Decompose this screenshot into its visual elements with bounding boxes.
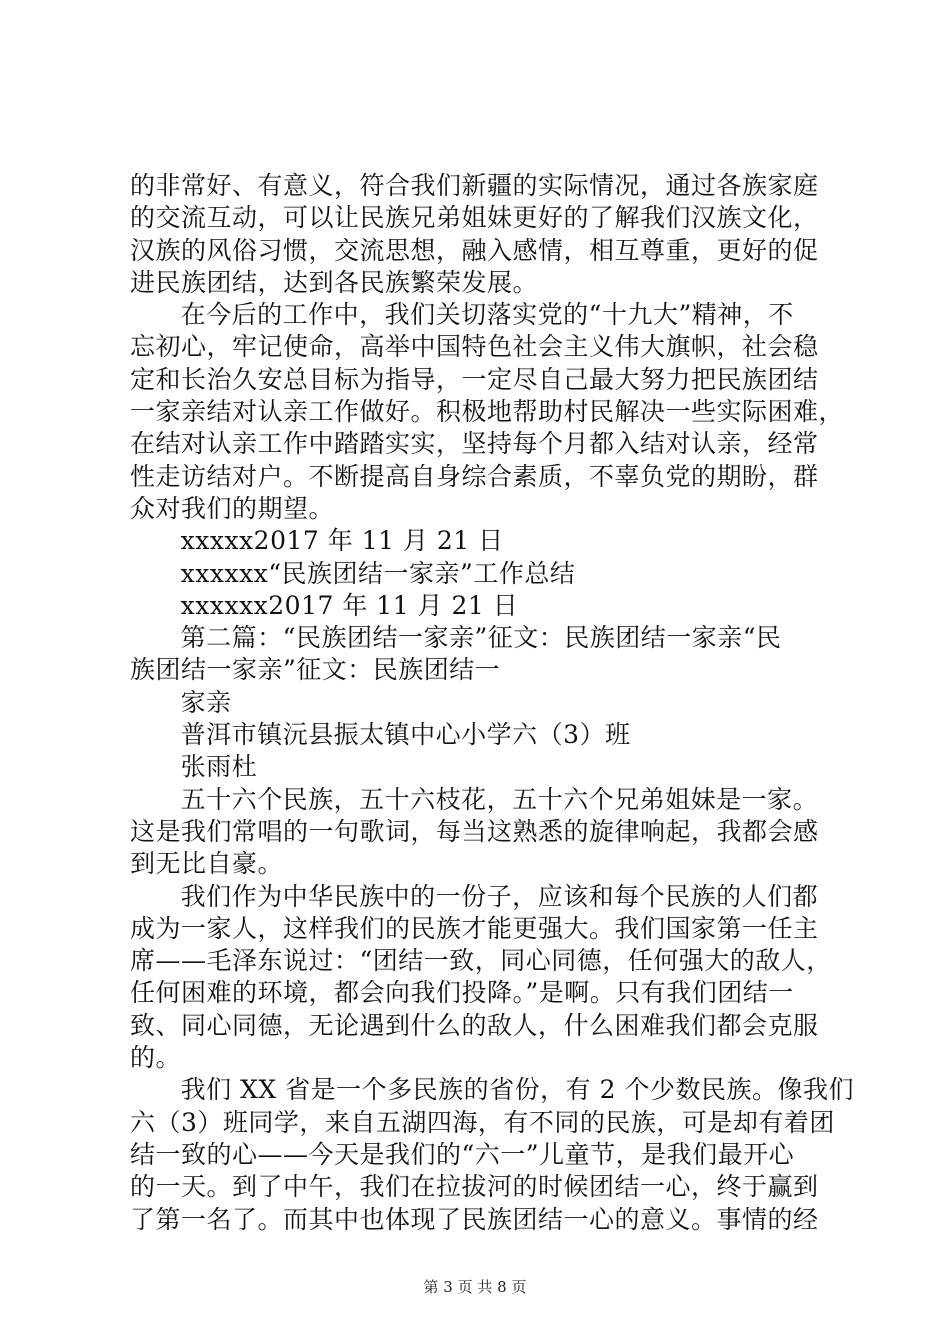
text-line: 席——毛泽东说过：“团结一致，同心同德，任何强大的敌人， [130,946,832,976]
text-line: 任何困难的环境，都会向我们投降。”是啊。只有我们团结一 [130,978,794,1008]
text-line: 在今后的工作中，我们关切落实党的“十九大”精神，不 [130,300,794,330]
text-line: 汉族的风俗习惯，交流思想，融入感情，相互尊重，更好的促 [130,235,819,265]
text-line: 六（3）班同学，来自五湖四海，有不同的民族，可是却有着团 [130,1107,835,1137]
text-line: 结一致的心——今天是我们的“六一”儿童节，是我们最开心 [130,1139,795,1169]
text-line: 致、同心同德，无论遇到什么的敌人，什么困难我们都会克服 [130,1010,819,1040]
page-footer: 第 3 页 共 8 页 [423,1278,527,1296]
text-line: 张雨杜 [130,752,258,782]
text-line: 普洱市镇沅县振太镇中心小学六（3）班 [130,720,631,750]
text-line: 的交流互动，可以让民族兄弟姐妹更好的了解我们汉族文化， [130,203,819,233]
text-line: 的非常好、有意义，符合我们新疆的实际情况，通过各族家庭 [130,171,819,200]
text-line: xxxxxx2017 年 11 月 21 日 [130,590,519,620]
text-line: 忘初心，牢记使命，高举中国特色社会主义伟大旗帜，社会稳 [130,332,819,362]
text-line: 家亲 [130,687,232,717]
text-line: 我们 XX 省是一个多民族的省份，有 2 个少数民族。像我们 [130,1075,854,1105]
text-line: 进民族团结，达到各民族繁荣发展。 [130,267,539,297]
text-line: xxxxxx“民族团结一家亲”工作总结 [130,558,576,588]
text-line: 我们作为中华民族中的一份子，应该和每个民族的人们都 [130,881,819,911]
text-line: 的。 [130,1043,182,1073]
text-line: 族团结一家亲”征文：民族团结一 [130,655,501,685]
text-line: 成为一家人，这样我们的民族才能更强大。我们国家第一任主 [130,913,819,943]
text-line: 到无比自豪。 [130,849,284,879]
text-line: 了第一名了。而其中也体现了民族团结一心的意义。事情的经 [130,1204,819,1234]
text-line: 第二篇：“民族团结一家亲”征文：民族团结一家亲“民 [130,623,782,653]
text-line: 的一天。到了中午，我们在拉拔河的时候团结一心，终于赢到 [130,1172,819,1202]
text-line: 在结对认亲工作中踏踏实实，坚持每个月都入结对认亲，经常 [130,429,819,459]
text-line: 这是我们常唱的一句歌词，每当这熟悉的旋律响起，我都会感 [130,816,819,846]
text-line: 众对我们的期望。 [130,493,335,523]
document-body [130,170,854,1236]
text-line: xxxxx2017 年 11 月 21 日 [130,526,504,556]
text-line: 一家亲结对认亲工作做好。积极地帮助村民解决一些实际困难， [130,397,845,427]
text-line: 定和长治久安总目标为指导，一定尽自己最大努力把民族团结 [130,364,819,394]
text-line: 性走访结对户。不断提高自身综合素质，不辜负党的期盼，群 [130,461,819,491]
text-line: 五十六个民族，五十六枝花，五十六个兄弟姐妹是一家。 [130,784,819,814]
